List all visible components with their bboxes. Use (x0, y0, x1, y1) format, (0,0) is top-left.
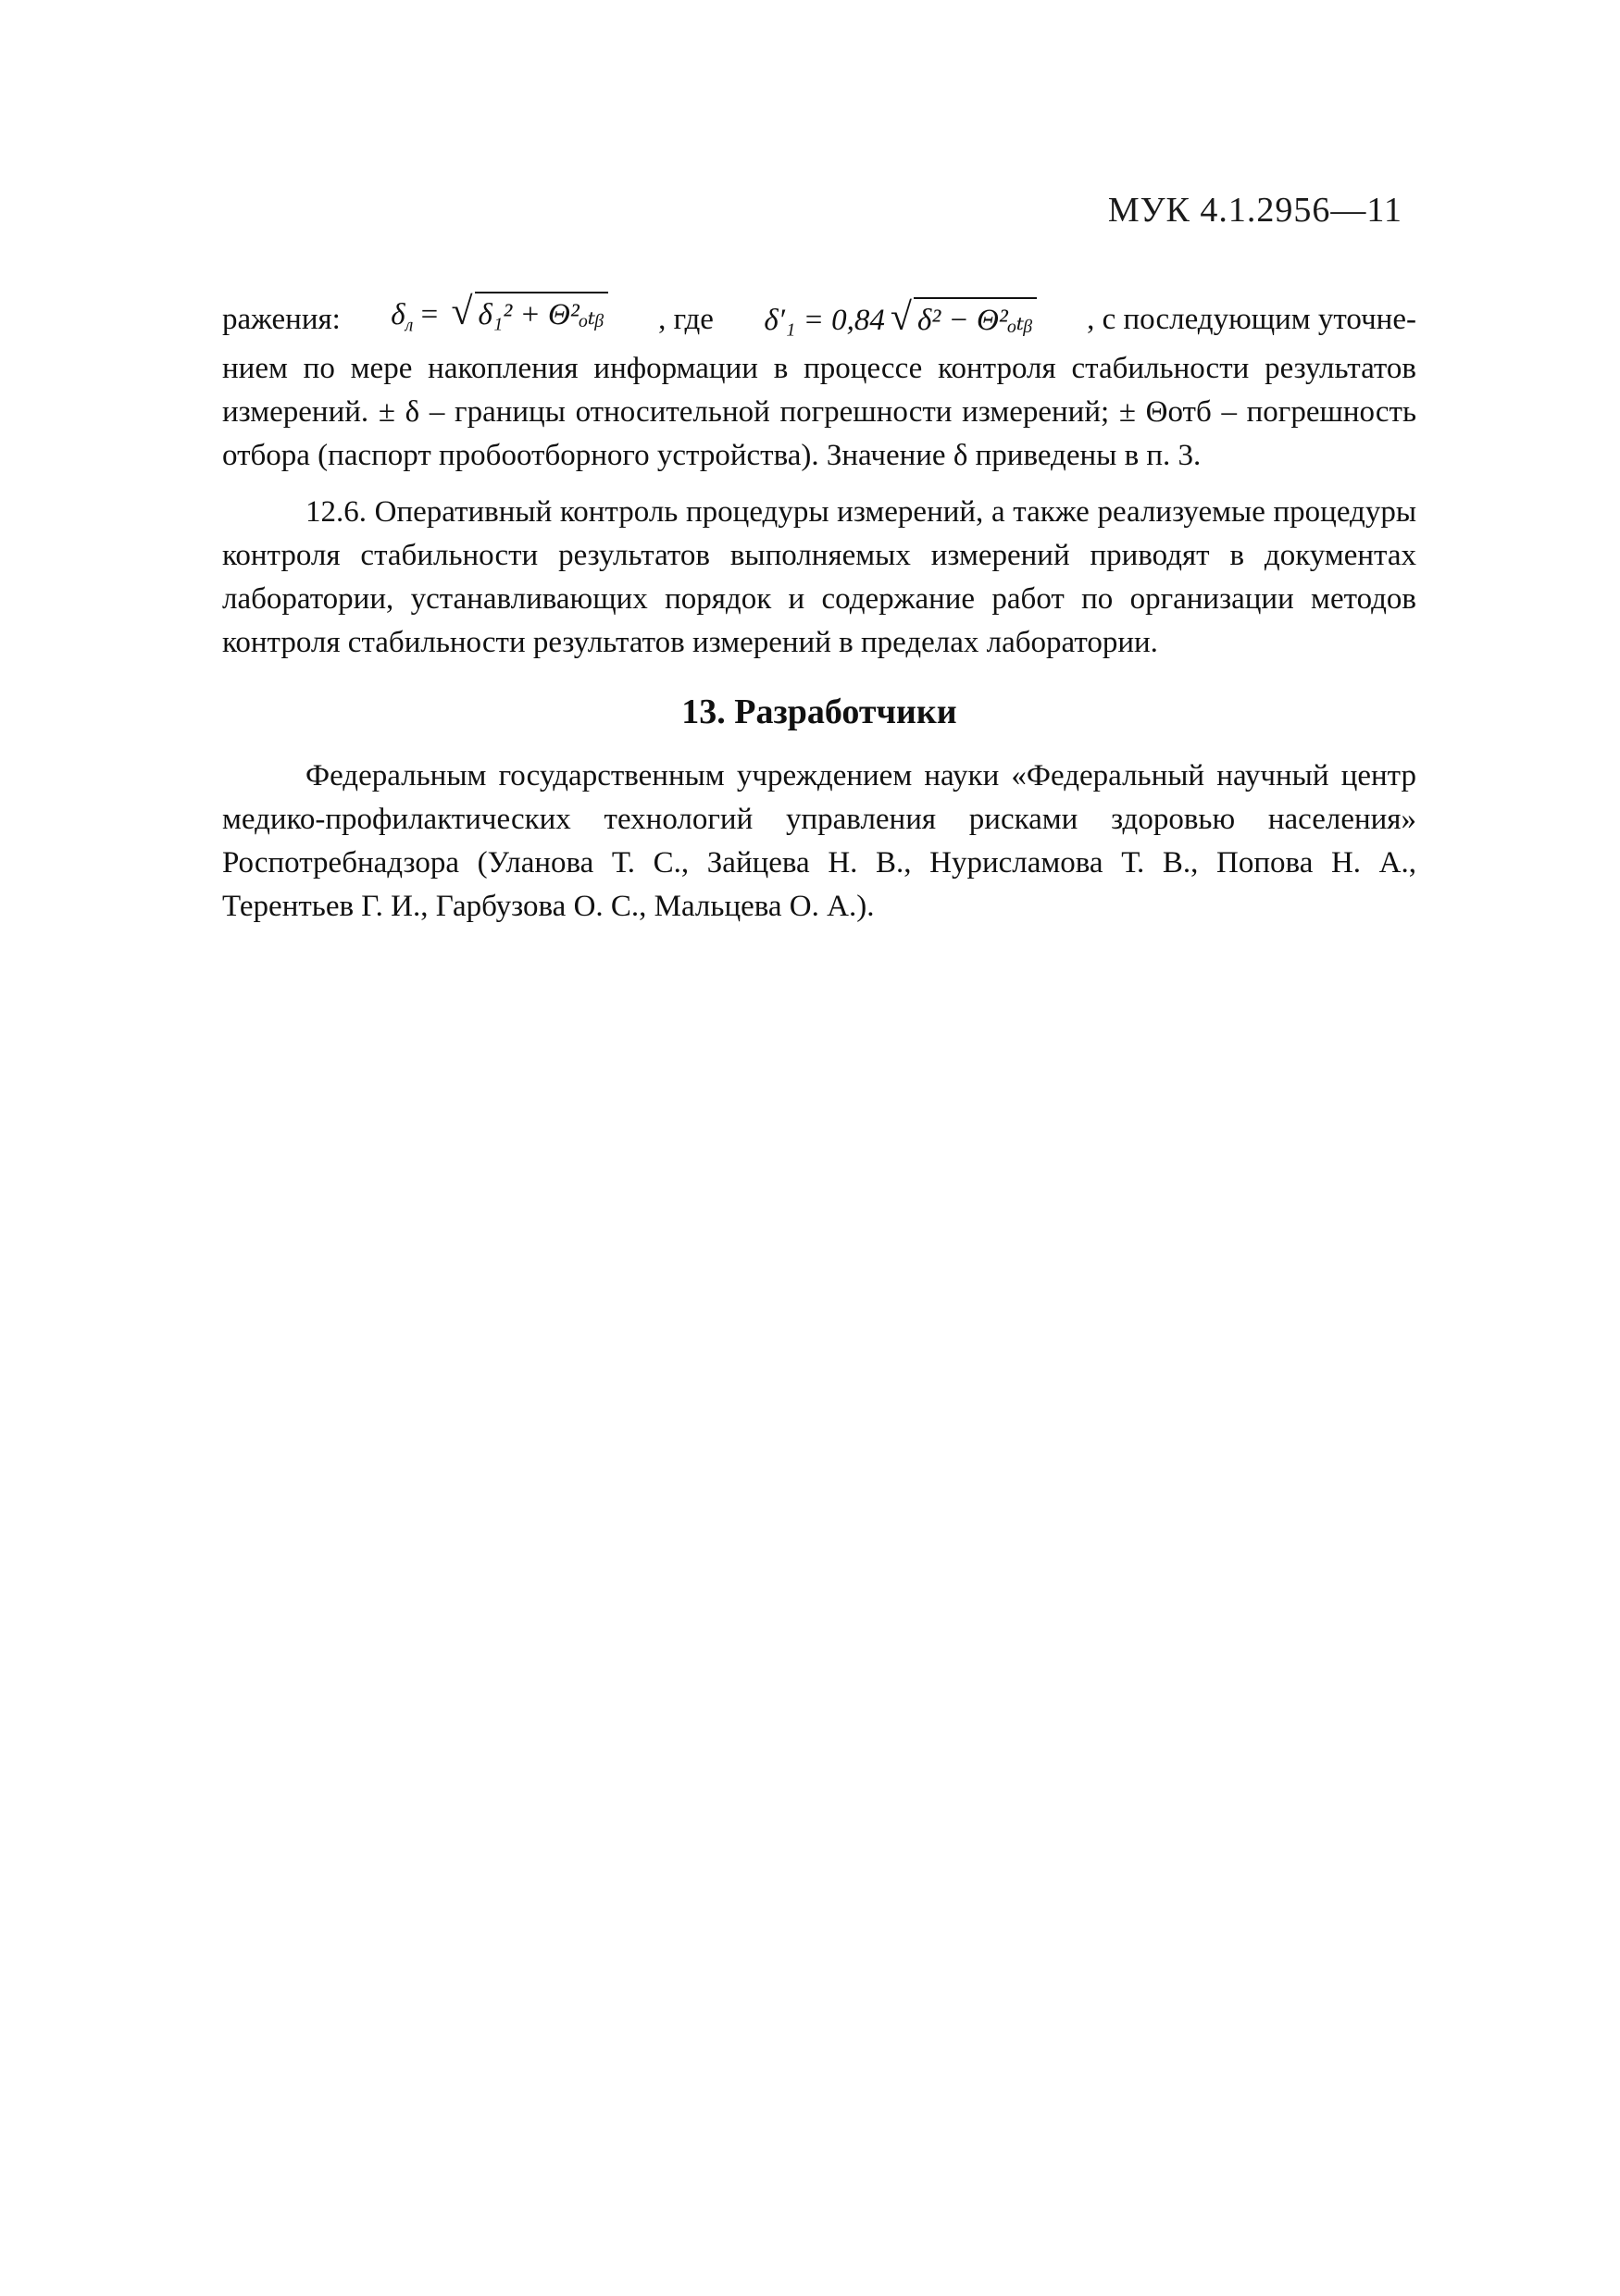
paragraph-12-6: 12.6. Оперативный контроль процедуры измерений, а также реализуемые процедуры контроля стабильности результатов выполняемых измерений приводят в документах лаборатории, устанавливающих порядок и содержание работ по организации методов контроля стабильности результатов измерений в пределах лаборатории. (222, 495, 1416, 659)
formula1-lhs: δ (391, 298, 405, 332)
sqrt-icon: √ (451, 291, 473, 334)
formula-separator: , где (658, 302, 714, 336)
formula-suffix: , с последующим уточне- (1087, 302, 1416, 336)
sqrt-icon-2: √ (890, 296, 912, 339)
formula-delta-l (391, 291, 607, 348)
formula1-radicand: δ₁² + Θ²ₒₜᵦ (475, 292, 608, 337)
formula2-radicand: δ² − Θ²ₒₜᵦ (914, 297, 1037, 343)
spacer (222, 478, 1416, 491)
section-13-text: Федеральным государственным учреждением науки «Федеральный научный центр медико-профилактических технологий управления рисками здоровью населения» Роспотребнадзора (Уланова Т. С., Зайцева Н. В., Нурисламова Т. В., Попова Н. А., Терентьев Г. И., Гарбузова О. С., Мальцева О. А.). (222, 759, 1416, 923)
formula1-lhs-sub: л (405, 315, 414, 336)
document-code-header: МУК 4.1.2956—11 (1107, 191, 1402, 230)
page-content (222, 292, 1416, 929)
formula1-eq: = (413, 298, 446, 332)
formula-line (222, 292, 1416, 347)
paragraph-measurement-error: нием по мере накопления информации в процессе контроля стабильности результатов измерений. ± δ – границы относительной погрешности измерений; ± Θотб – погрешность отбора (паспорт пробоотборного устройства). Значение δ приведены в п. 3. (222, 352, 1416, 472)
formula-prefix: ражения: (222, 302, 341, 336)
formula2-lhs: δ′₁ = 0,84 (764, 304, 885, 337)
section-13-title: 13. Разработчики (681, 693, 957, 731)
formula-delta-1 (764, 296, 1036, 343)
